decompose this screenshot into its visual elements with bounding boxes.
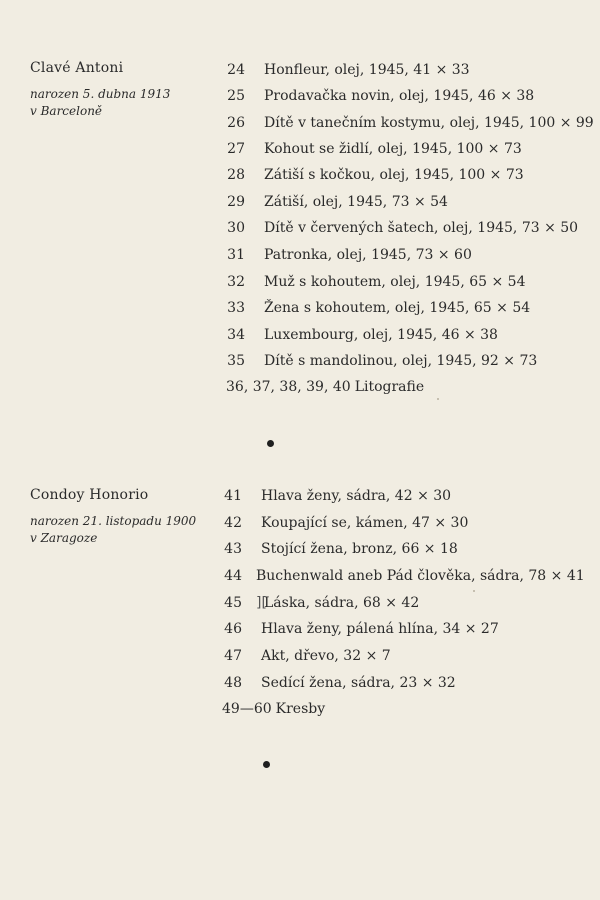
catalog-entry bbox=[218, 488, 451, 504]
entry-title: Prodavačka novin, olej, 1945, 46 × 38 bbox=[264, 88, 535, 104]
entry-number: 31 bbox=[227, 247, 245, 263]
entry-title: Stojící žena, bronz, 66 × 18 bbox=[261, 541, 458, 557]
entry-number: 30 bbox=[227, 220, 245, 236]
entry-title: Sedící žena, sádra, 23 × 32 bbox=[261, 675, 456, 691]
entry-title: Akt, dřevo, 32 × 7 bbox=[261, 648, 391, 664]
catalog-entry bbox=[218, 515, 468, 531]
artist-bio: narozen 5. dubna 1913 v Barceloně bbox=[30, 87, 171, 118]
catalog-entry bbox=[221, 62, 470, 78]
catalog-entry bbox=[218, 595, 419, 611]
artist-name: Condoy Honorio bbox=[30, 487, 149, 503]
section-separator-dot bbox=[267, 440, 274, 447]
catalog-entry bbox=[221, 300, 530, 316]
entry-number: 32 bbox=[227, 274, 245, 290]
entry-number: 35 bbox=[227, 353, 245, 369]
catalog-entry bbox=[221, 220, 578, 236]
catalog-entry bbox=[218, 675, 456, 691]
entry-number: 28 bbox=[227, 167, 245, 183]
catalog-entry bbox=[221, 247, 472, 263]
entry-title: Buchenwald aneb Pád člověka, sádra, 78 × 41 bbox=[256, 568, 585, 584]
catalog-range-entry bbox=[226, 379, 424, 395]
entry-number: 26 bbox=[227, 115, 245, 131]
entry-number: 42 bbox=[224, 515, 242, 531]
catalog-entry bbox=[218, 568, 585, 584]
entry-number: 46 bbox=[224, 621, 242, 637]
entry-number: 33 bbox=[227, 300, 245, 316]
artist-bio: narozen 21. listopadu 1900 v Zaragoze bbox=[30, 514, 197, 545]
entry-title: Žena s kohoutem, olej, 1945, 65 × 54 bbox=[264, 300, 531, 316]
entry-title: Dítě s mandolinou, olej, 1945, 92 × 73 bbox=[264, 353, 538, 369]
entry-title: Kohout se židlí, olej, 1945, 100 × 73 bbox=[264, 141, 522, 157]
entry-number: 34 bbox=[227, 327, 245, 343]
handwritten-bracket-mark: ][ bbox=[256, 595, 267, 611]
catalog-entry bbox=[221, 115, 594, 131]
catalog-entry bbox=[218, 621, 499, 637]
paper-speck bbox=[437, 398, 439, 400]
entry-title: Luxembourg, olej, 1945, 46 × 38 bbox=[264, 327, 498, 343]
section-separator-dot bbox=[263, 761, 270, 768]
entry-title: Dítě v tanečním kostymu, olej, 1945, 100 × 99 bbox=[264, 115, 594, 131]
catalog-entry bbox=[218, 541, 458, 557]
entry-number: 29 bbox=[227, 194, 245, 210]
entry-title: Láska, sádra, 68 × 42 bbox=[264, 595, 420, 611]
catalog-entry bbox=[221, 353, 537, 369]
entry-number: 27 bbox=[227, 141, 245, 157]
entry-title: Hlava ženy, sádra, 42 × 30 bbox=[261, 488, 452, 504]
range-title: Kresby bbox=[275, 701, 326, 717]
entry-title: Muž s kohoutem, olej, 1945, 65 × 54 bbox=[264, 274, 526, 290]
catalog-entry bbox=[221, 274, 526, 290]
entry-title: Patronka, olej, 1945, 73 × 60 bbox=[264, 247, 472, 263]
catalog-entry bbox=[221, 327, 498, 343]
paper-speck bbox=[473, 590, 475, 592]
entry-title: Zátiší, olej, 1945, 73 × 54 bbox=[264, 194, 448, 210]
entry-number: 48 bbox=[224, 675, 242, 691]
range-numbers: 49—60 bbox=[222, 701, 272, 717]
catalog-entry bbox=[218, 648, 391, 664]
entry-title: Hlava ženy, pálená hlína, 34 × 27 bbox=[261, 621, 499, 637]
entry-number: 43 bbox=[224, 541, 242, 557]
catalog-entry bbox=[221, 167, 524, 183]
catalog-entry bbox=[221, 88, 534, 104]
entry-title: Honfleur, olej, 1945, 41 × 33 bbox=[264, 62, 470, 78]
entry-number: 41 bbox=[224, 488, 242, 504]
entry-title: Zátiší s kočkou, olej, 1945, 100 × 73 bbox=[264, 167, 524, 183]
entry-number: 45 bbox=[224, 595, 242, 611]
catalog-range-entry bbox=[222, 701, 325, 717]
artist-name: Clavé Antoni bbox=[30, 60, 124, 76]
entry-title: Koupající se, kámen, 47 × 30 bbox=[261, 515, 469, 531]
range-title: Litografie bbox=[354, 379, 425, 395]
entry-title: Dítě v červených šatech, olej, 1945, 73 × 50 bbox=[264, 220, 579, 236]
entry-number: 25 bbox=[227, 88, 245, 104]
entry-number: 47 bbox=[224, 648, 242, 664]
catalog-entry bbox=[221, 194, 448, 210]
entry-number: 24 bbox=[227, 62, 245, 78]
range-numbers: 36, 37, 38, 39, 40 bbox=[226, 379, 351, 395]
catalog-entry bbox=[221, 141, 522, 157]
entry-number: 44 bbox=[224, 568, 242, 584]
